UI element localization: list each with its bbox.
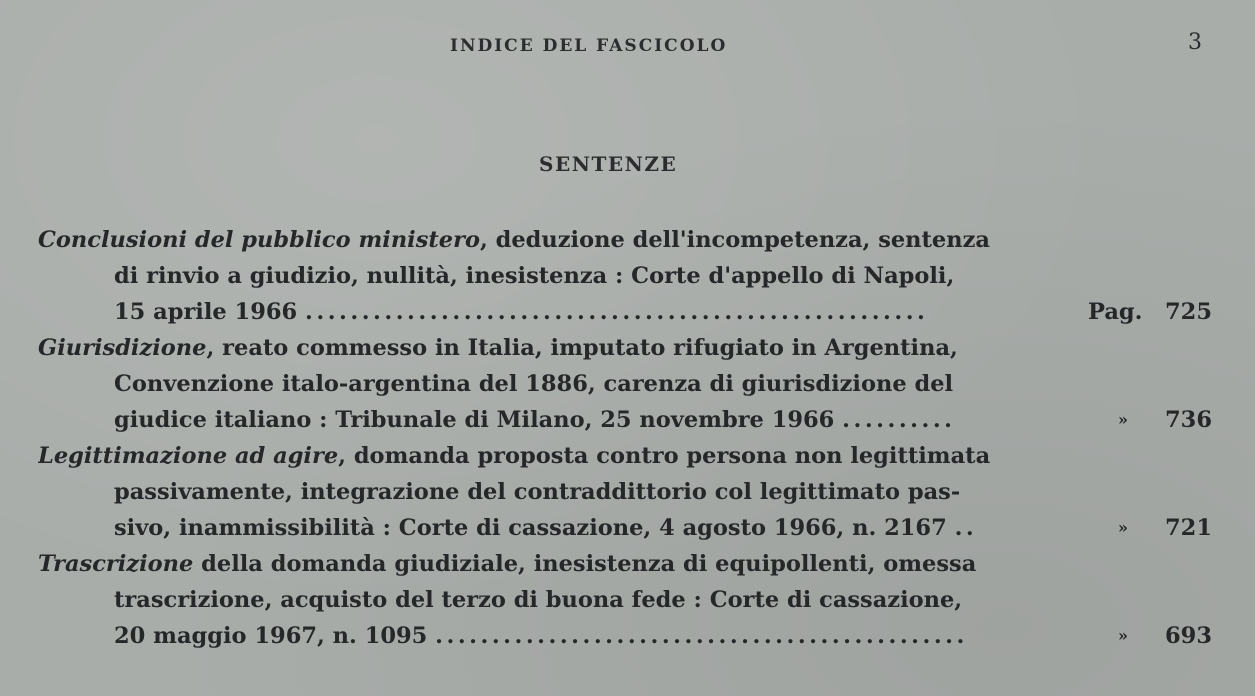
page-reference [1084,402,1212,438]
entry-lemma: Trascrizione [38,551,194,577]
entry-text: di rinvio a giudizio, nullità, inesistenza : Corte d'appello di Napoli, [114,263,955,289]
dot-leader: ............................................... [435,623,968,649]
entry-line [0,330,1255,366]
index-entry [0,222,1255,330]
page-number: 3 [1188,30,1202,55]
page-reference [1084,510,1212,546]
entry-line [0,294,1255,330]
dot-leader: .. [954,515,978,541]
ditto-mark: » [1118,626,1128,645]
index-entries [0,222,1255,654]
entry-line [0,618,1255,654]
entry-line [0,474,1255,510]
entry-text: della domanda giudiziale, inesistenza di equipollenti, omessa [193,551,977,577]
page-ref-number: 693 [1165,623,1212,649]
page-reference [1084,618,1212,654]
entry-lemma: Conclusioni del pubblico ministero [38,227,480,253]
entry-lemma: Legittimazione ad agire [38,443,339,469]
running-head: INDICE DEL FASCICOLO [450,36,728,56]
entry-lemma: Giurisdizione [38,335,207,361]
dot-leader: ....................................................... [305,299,929,325]
entry-text: 20 maggio 1967, n. 1095 [114,623,428,649]
index-entry [0,438,1255,546]
entry-text: passivamente, integrazione del contraddittorio col legittimato pas- [114,479,961,505]
entry-text: giudice italiano : Tribunale di Milano, 25 novembre 1966 [114,407,835,433]
page-reference [1084,294,1212,330]
entry-text: , reato commesso in Italia, imputato rifugiato in Argentina, [206,335,958,361]
entry-text: trascrizione, acquisto del terzo di buona fede : Corte di cassazione, [114,587,963,613]
section-title: SENTENZE [539,152,678,176]
index-entry [0,330,1255,438]
ditto-mark: » [1118,410,1128,429]
entry-line [0,510,1255,546]
page-ref-label: Pag. [1088,299,1143,325]
entry-text: , domanda proposta contro persona non legittimata [338,443,991,469]
page-ref-number: 721 [1165,515,1212,541]
entry-text: , deduzione dell'incompetenza, sentenza [479,227,990,253]
page-ref-number: 725 [1165,299,1212,325]
entry-line [0,438,1255,474]
entry-line [0,402,1255,438]
entry-line [0,366,1255,402]
ditto-mark: » [1118,518,1128,537]
page-ref-number: 736 [1165,407,1212,433]
entry-line [0,222,1255,258]
entry-line [0,258,1255,294]
entry-text: Convenzione italo-argentina del 1886, carenza di giurisdizione del [114,371,954,397]
entry-line [0,546,1255,582]
index-entry [0,546,1255,654]
entry-line [0,582,1255,618]
entry-text: 15 aprile 1966 [114,299,298,325]
dot-leader: .......... [842,407,956,433]
entry-text: sivo, inammissibilità : Corte di cassazione, 4 agosto 1966, n. 2167 [114,515,947,541]
